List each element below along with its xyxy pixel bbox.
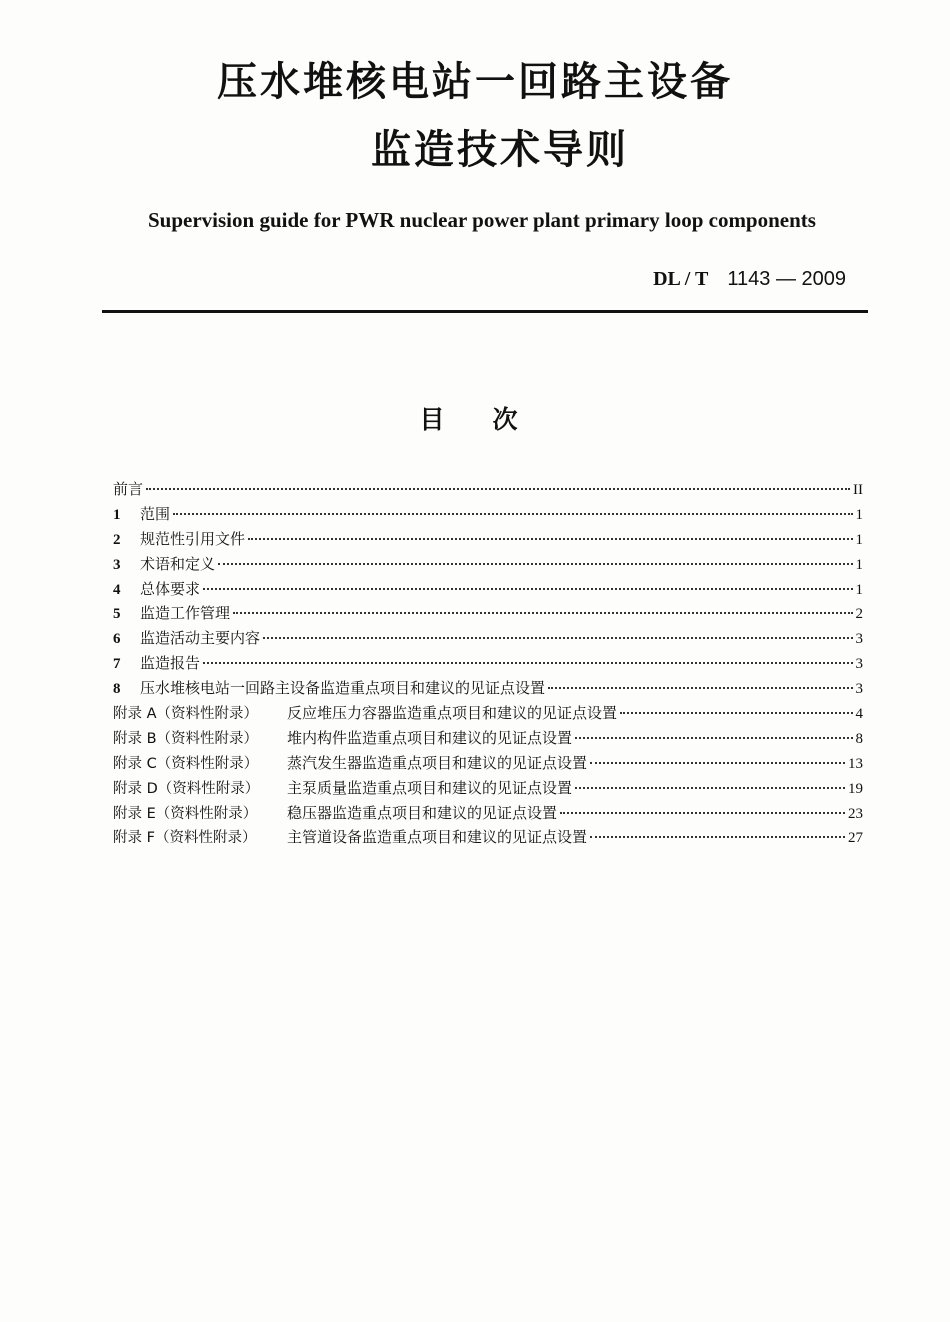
toc-entry[interactable] (113, 578, 863, 603)
toc-entry-title: 主管道设备监造重点项目和建议的见证点设置 (287, 828, 588, 847)
toc-entry[interactable] (113, 553, 863, 578)
toc-entry[interactable] (113, 528, 863, 553)
toc-dot-leader (590, 836, 845, 838)
toc-entry[interactable] (113, 727, 863, 752)
toc-entry-appendix-label: 附录 E（资料性附录） (113, 805, 258, 822)
toc-entry[interactable] (113, 752, 863, 777)
toc-entry-title: 规范性引用文件 (140, 529, 246, 548)
toc-entry-number: 5 (113, 606, 121, 623)
toc-entry-number: 4 (113, 581, 121, 598)
toc-entry-title: 堆内构件监造重点项目和建议的见证点设置 (287, 728, 573, 747)
toc-entry[interactable] (113, 677, 863, 702)
toc-entry-title: 前言 (113, 480, 144, 498)
toc-entry-page: 27 (848, 830, 863, 847)
toc-entry-appendix-label: 附录 F（资料性附录） (113, 830, 257, 847)
toc-entry-title: 反应堆压力容器监造重点项目和建议的见证点设置 (287, 704, 618, 723)
standard-year: 1143 — 2009 (727, 268, 846, 290)
toc-entry-page: 23 (848, 805, 863, 822)
toc-entry-number: 1 (113, 506, 121, 523)
toc-entry-page: 3 (855, 656, 863, 673)
toc-dot-leader (575, 787, 845, 789)
toc-dot-leader (203, 588, 852, 590)
toc-entry-appendix-label: 附录 C（资料性附录） (113, 755, 259, 772)
toc-dot-leader (218, 563, 852, 565)
toc-entry-title: 蒸汽发生器监造重点项目和建议的见证点设置 (287, 753, 588, 772)
toc-entry-title: 稳压器监造重点项目和建议的见证点设置 (287, 803, 558, 822)
toc-dot-leader (620, 712, 852, 714)
toc-entry[interactable] (113, 777, 863, 802)
toc-entry-page: 3 (855, 631, 863, 648)
toc-entry-page: 1 (855, 506, 863, 523)
toc-entry-number: 6 (113, 631, 121, 648)
toc-entry-page: 1 (855, 581, 863, 598)
toc-entry-page: 3 (855, 681, 863, 698)
toc-entry-number: 8 (113, 681, 121, 698)
toc-dot-leader (203, 662, 852, 664)
document-subtitle: 监造技术导则 (371, 127, 629, 173)
toc-entry-title: 监造报告 (140, 654, 201, 673)
header-divider (102, 310, 868, 313)
toc-entry-number: 7 (113, 656, 121, 673)
toc-entry[interactable] (113, 702, 863, 727)
toc-entry-title: 主泵质量监造重点项目和建议的见证点设置 (287, 778, 573, 797)
toc-entry-title: 术语和定义 (140, 554, 216, 573)
standard-number (653, 266, 846, 291)
toc-entry-appendix-label: 附录 D（资料性附录） (113, 780, 260, 797)
toc-entry-appendix-label: 附录 B（资料性附录） (113, 730, 259, 747)
toc-entry-title: 监造工作管理 (140, 604, 231, 623)
toc-dot-leader (173, 513, 852, 515)
toc-dot-leader (575, 737, 852, 739)
toc-entry-page: 2 (855, 606, 863, 623)
toc-entry-number: 2 (113, 531, 121, 548)
toc-dot-leader (233, 612, 852, 614)
toc-entry-title: 压水堆核电站一回路主设备监造重点项目和建议的见证点设置 (140, 679, 546, 698)
english-title: Supervision guide for PWR nuclear power plant primary loop components (148, 208, 816, 232)
table-of-contents (113, 478, 863, 851)
toc-entry[interactable] (113, 503, 863, 528)
toc-entry-page: 4 (855, 706, 863, 723)
toc-entry-page: 8 (855, 730, 863, 747)
toc-entry-title: 范围 (140, 504, 171, 523)
toc-entry-page: 1 (855, 531, 863, 548)
toc-entry[interactable] (113, 602, 863, 627)
standard-code: DL / T (653, 268, 709, 290)
toc-heading: 目次 (419, 405, 566, 434)
toc-entry[interactable] (113, 826, 863, 851)
toc-entry[interactable] (113, 478, 863, 503)
toc-entry-page: II (853, 482, 863, 498)
toc-entry[interactable] (113, 627, 863, 652)
toc-entry[interactable] (113, 652, 863, 677)
toc-dot-leader (560, 812, 845, 814)
toc-dot-leader (146, 488, 850, 490)
toc-entry-page: 13 (848, 755, 863, 772)
toc-dot-leader (263, 637, 852, 639)
toc-entry-page: 19 (848, 780, 863, 797)
toc-entry-number: 3 (113, 556, 121, 573)
toc-dot-leader (590, 762, 845, 764)
toc-entry-title: 监造活动主要内容 (140, 629, 261, 648)
toc-entry[interactable] (113, 802, 863, 827)
toc-entry-page: 1 (855, 556, 863, 573)
toc-dot-leader (248, 538, 852, 540)
toc-entry-appendix-label: 附录 A（资料性附录） (113, 706, 259, 723)
toc-dot-leader (548, 687, 852, 689)
document-title: 压水堆核电站一回路主设备 (217, 59, 733, 105)
toc-entry-title: 总体要求 (140, 579, 201, 598)
